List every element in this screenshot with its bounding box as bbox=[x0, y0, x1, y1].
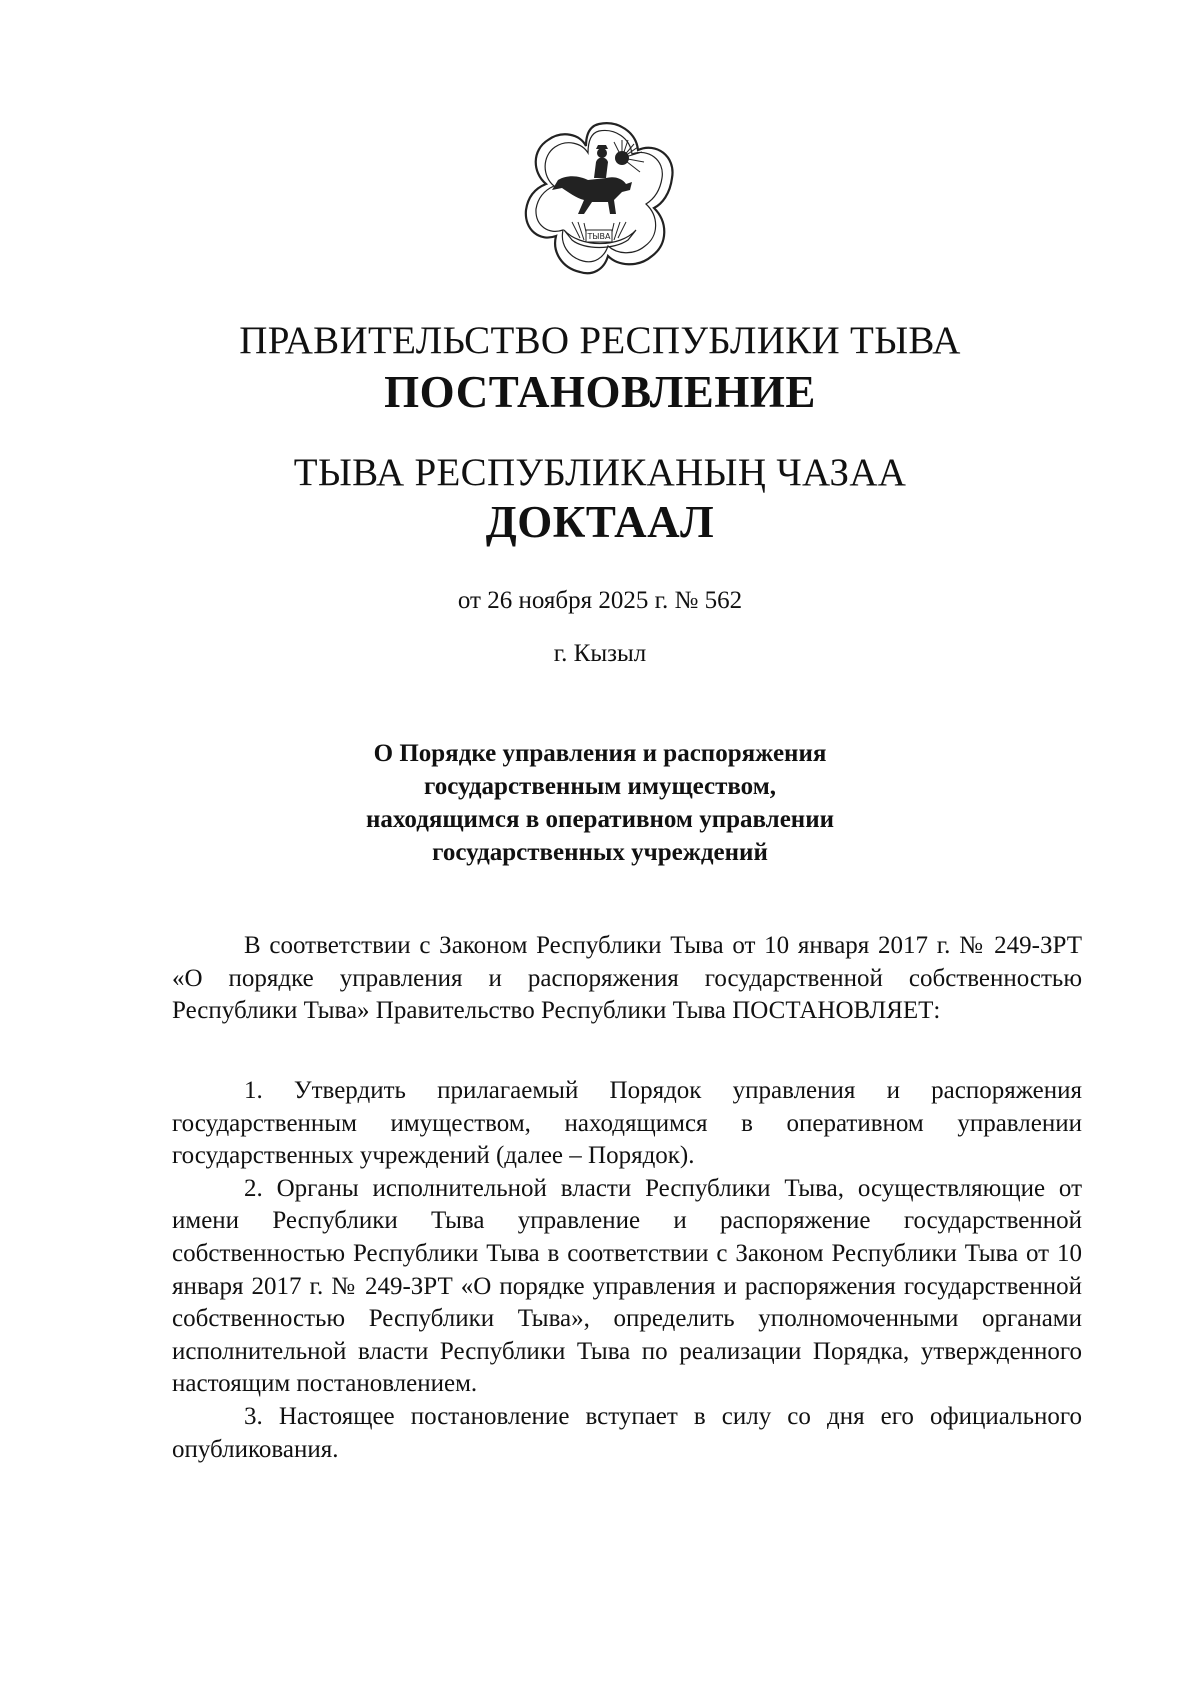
resolution-items bbox=[172, 1075, 1082, 1466]
coat-of-arms-tuva-icon bbox=[522, 118, 676, 278]
government-name-ru: ПРАВИТЕЛЬСТВО РЕСПУБЛИКИ ТЫВА bbox=[239, 319, 961, 362]
preamble-paragraph bbox=[172, 930, 1082, 1028]
title-line: находящимся в оперативном управлении bbox=[365, 806, 835, 833]
resolution-item-2: 2. Органы исполнительной власти Республики Тыва, осуществляющие от имени Республики Тыва управление и распоряжение государственной собственностью Республики Тыва в соответствии с Законом Республики Тыва от 10 января 2017 г. № 249-ЗРТ «О порядке управления и распоряжения государственной собственностью Республики Тыва», определить уполномоченными органами исполнительной власти Республики Тыва по реализации Порядка, утвержденного настоящим постановлением. bbox=[172, 1174, 1082, 1398]
title-line: О Порядке управления и распоряжения bbox=[373, 740, 827, 767]
title-line: государственных учреждений bbox=[432, 839, 768, 866]
government-name-tv: ТЫВА РЕСПУБЛИКАНЫҢ ЧАЗАА bbox=[293, 451, 907, 494]
title-line: государственным имуществом, bbox=[423, 773, 776, 800]
resolution-item-3: 3. Настоящее постановление вступает в силу со дня его официального опубликования. bbox=[172, 1402, 1082, 1463]
preamble-text: В соответствии с Законом Республики Тыва от 10 января 2017 г. № 249-ЗРТ «О порядке управления и распоряжения государственной собственностью Республики Тыва» Правительство Республики Тыва ПОСТАНОВЛЯЕТ: bbox=[172, 932, 1082, 1025]
document-date-number: от 26 ноября 2025 г. № 562 bbox=[457, 587, 743, 614]
resolution-item-1: 1. Утвердить прилагаемый Порядок управления и распоряжения государственным имуществом, находящимся в оперативном управлении государственных учреждений (далее – Порядок). bbox=[172, 1077, 1082, 1170]
document-type-tv: ДОКТААЛ bbox=[485, 497, 715, 547]
document-city: г. Кызыл bbox=[553, 640, 647, 667]
svg-text:ТЫВА: ТЫВА bbox=[587, 232, 611, 241]
document-type-ru: ПОСТАНОВЛЕНИЕ bbox=[384, 367, 816, 417]
document-title bbox=[0, 737, 1200, 869]
